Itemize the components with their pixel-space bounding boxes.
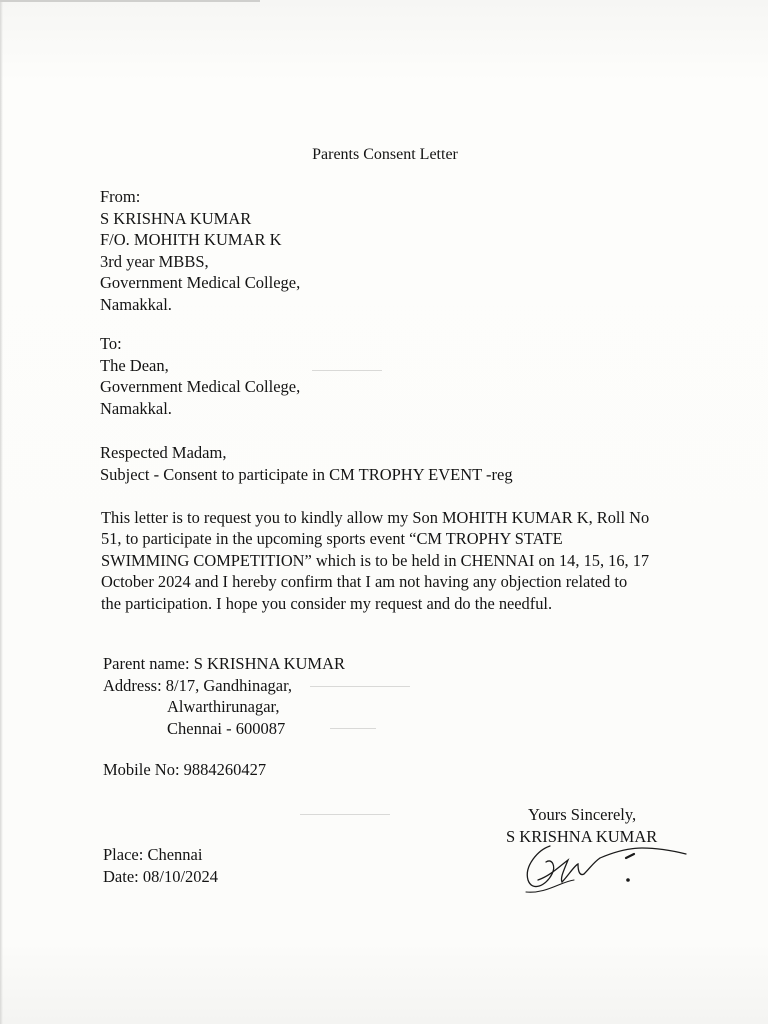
letter-body: [101, 507, 701, 614]
from-address-block: [100, 186, 300, 315]
to-line: The Dean,: [100, 355, 169, 375]
from-line: Government Medical College,: [100, 273, 301, 292]
to-line: Government Medical College,: [100, 377, 301, 396]
letter-title: [0, 146, 768, 164]
body-line: SWIMMING COMPETITION” which is to be held in CHENNAI on 14, 15, 16, 17: [101, 550, 650, 570]
from-line: S KRISHNA KUMAR: [100, 208, 252, 228]
handwritten-signature: [516, 836, 696, 898]
salutation-block: [100, 442, 513, 485]
body-line: 51, to participate in the upcoming sports event “CM TROPHY STATE: [101, 529, 563, 549]
from-line: 3rd year MBBS,: [100, 251, 209, 271]
address-line: Alwarthirunagar,: [167, 697, 280, 716]
place: Place: Chennai: [103, 845, 203, 864]
parent-details: [103, 653, 345, 739]
from-heading: From:: [100, 187, 141, 206]
scan-speck: [330, 728, 376, 729]
page-shadow-top: [0, 0, 260, 2]
salutation: Respected Madam,: [100, 443, 227, 462]
letter-title-text: Parents Consent Letter: [312, 146, 458, 163]
subject-line: Subject - Consent to participate in CM TROPHY EVENT -reg: [100, 464, 513, 484]
scan-speck: [310, 686, 410, 687]
mobile-number: [103, 760, 266, 780]
from-line: Namakkal.: [100, 294, 172, 314]
scan-speck: [312, 370, 382, 371]
to-line: Namakkal.: [100, 398, 172, 418]
date: Date: 08/10/2024: [103, 866, 219, 886]
body-line: October 2024 and I hereby confirm that I am not having any objection related to: [101, 572, 628, 592]
place-date-block: [103, 844, 218, 887]
address-line: Chennai - 600087: [167, 718, 286, 738]
mobile-text: Mobile No: 9884260427: [103, 760, 267, 779]
to-heading: To:: [100, 334, 122, 353]
closing-phrase: Yours Sincerely,: [528, 805, 637, 824]
body-line: This letter is to request you to kindly allow my Son MOHITH KUMAR K, Roll No: [101, 508, 650, 527]
scan-speck: [300, 814, 390, 815]
address-line: Address: 8/17, Gandhinagar,: [103, 675, 293, 695]
parent-name: Parent name: S KRISHNA KUMAR: [103, 654, 345, 673]
body-line: the participation. I hope you consider my request and do the needful.: [101, 593, 553, 613]
to-address-block: [100, 333, 300, 419]
signatory-name: S KRISHNA KUMAR: [506, 826, 658, 846]
from-line: F/O. MOHITH KUMAR K: [100, 230, 282, 249]
